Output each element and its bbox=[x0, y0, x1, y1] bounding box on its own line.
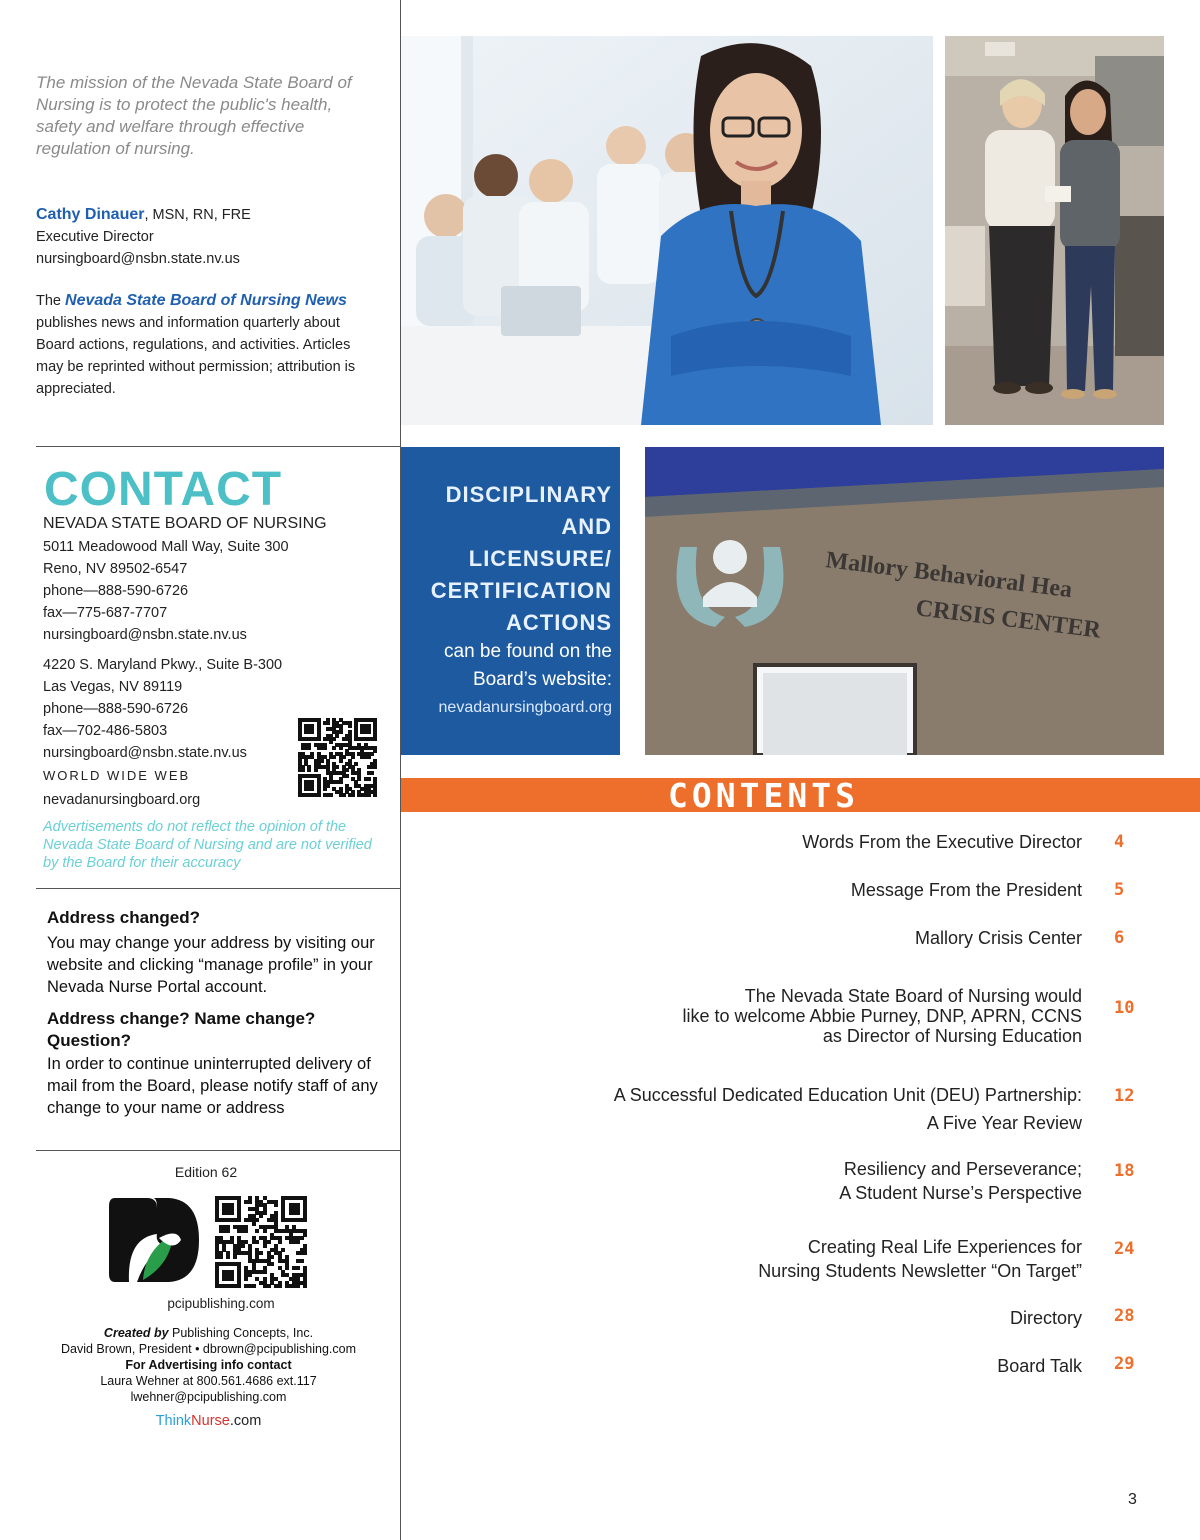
contact-heading: CONTACT bbox=[44, 463, 283, 516]
dotcom-text: .com bbox=[229, 1413, 262, 1429]
reno-phone: phone—888-590-6726 bbox=[43, 583, 189, 599]
edition-number: Edition 62 bbox=[174, 1164, 238, 1180]
toc-page-number: 4 bbox=[1114, 832, 1125, 852]
toc-title: Message From the President bbox=[850, 880, 1082, 900]
publisher-name: Publishing Concepts, Inc. bbox=[168, 1326, 314, 1340]
vegas-fax: fax—702-486-5803 bbox=[43, 723, 168, 739]
www-label: WORLD WIDE WEB bbox=[43, 768, 191, 783]
notice-website-link[interactable]: nevadanursingboard.org bbox=[438, 699, 612, 716]
toc-page-number: 10 bbox=[1114, 998, 1135, 1018]
reno-email[interactable]: nursingboard@nsbn.state.nv.us bbox=[43, 627, 247, 643]
qr-code-icon[interactable] bbox=[298, 718, 376, 796]
thinknurse-link[interactable] bbox=[36, 1413, 381, 1429]
director-credentials: , MSN, RN, FRE bbox=[144, 207, 251, 223]
toc-page-number: 6 bbox=[1114, 928, 1125, 948]
toc-title: Resiliency and Perseverance; bbox=[843, 1159, 1082, 1179]
toc-title: Creating Real Life Experiences for bbox=[807, 1237, 1082, 1257]
advertising-contact: Laura Wehner at 800.561.4686 ext.117 bbox=[100, 1374, 317, 1388]
publication-note-lead: The bbox=[36, 293, 66, 309]
publisher-president: David Brown, President • dbrown@pcipublishing.com bbox=[61, 1342, 356, 1356]
name-change-text: In order to continue uninterrupted delivery of mail from the Board, please notify staff of any change to your name or address bbox=[47, 1055, 378, 1117]
advertising-label: For Advertising info contact bbox=[125, 1358, 292, 1372]
director-name: Cathy Dinauer bbox=[36, 206, 145, 223]
contents-heading: CONTENTS bbox=[668, 776, 859, 815]
toc-entry[interactable] bbox=[758, 1235, 1082, 1283]
section-divider bbox=[36, 888, 400, 889]
notice-line: CERTIFICATION bbox=[430, 578, 612, 603]
notice-line: ACTIONS bbox=[506, 610, 612, 635]
notice-line: DISCIPLINARY bbox=[445, 482, 612, 507]
staff-photo bbox=[945, 36, 1164, 425]
name-change-heading: Address change? Name change? Question? bbox=[47, 1009, 316, 1050]
toc-title: Board Talk bbox=[997, 1356, 1082, 1376]
toc-page-number: 12 bbox=[1114, 1086, 1135, 1106]
toc-entry[interactable] bbox=[614, 1081, 1082, 1137]
notice-subtext: Board’s website: bbox=[472, 669, 612, 690]
toc-title: like to welcome Abbie Purney, DNP, APRN, CCNS bbox=[682, 1006, 1082, 1026]
vegas-line: 4220 S. Maryland Pkwy., Suite B-300 bbox=[43, 657, 283, 673]
publication-note-text: publishes news and information quarterly about Board actions, regulations, and activities. Articles may be reprinted without permission; attribution is appreciated. bbox=[36, 315, 356, 397]
toc-title: Mallory Crisis Center bbox=[914, 928, 1082, 948]
toc-page-number: 24 bbox=[1114, 1239, 1135, 1259]
address-changed-heading: Address changed? bbox=[47, 908, 201, 927]
signage-line1: Mallory Behavioral Hea bbox=[824, 547, 1074, 604]
publisher-credits bbox=[36, 1325, 381, 1405]
vegas-phone: phone—888-590-6726 bbox=[43, 701, 189, 717]
nurse-text: Nurse bbox=[191, 1413, 230, 1429]
director-email[interactable]: nursingboard@nsbn.state.nv.us bbox=[36, 251, 240, 267]
nurse-photo bbox=[401, 36, 933, 425]
pci-logo-icon bbox=[107, 1194, 203, 1286]
toc-title: Words From the Executive Director bbox=[802, 832, 1082, 852]
toc-entry[interactable] bbox=[802, 831, 1082, 854]
contact-addresses bbox=[43, 536, 289, 764]
notice-line: AND bbox=[561, 514, 612, 539]
crisis-center-photo bbox=[645, 447, 1164, 755]
signage-line2: CRISIS CENTER bbox=[914, 595, 1103, 644]
publication-name: Nevada State Board of Nursing News bbox=[65, 292, 347, 309]
toc-title: A Five Year Review bbox=[926, 1113, 1082, 1133]
disciplinary-notice bbox=[401, 447, 620, 755]
section-divider bbox=[36, 446, 400, 447]
publication-note bbox=[36, 290, 376, 400]
contact-organization: NEVADA STATE BOARD OF NURSING bbox=[43, 515, 327, 532]
reno-fax: fax—775-687-7707 bbox=[43, 605, 168, 621]
advertising-disclaimer: Advertisements do not reflect the opinion of the Nevada State Board of Nursing and are not verified by the Board for their accuracy bbox=[43, 819, 372, 871]
toc-page-number: 29 bbox=[1114, 1354, 1135, 1374]
toc-entry[interactable] bbox=[851, 879, 1082, 902]
publisher-website[interactable]: pcipublishing.com bbox=[167, 1296, 275, 1311]
notice-subtext: can be found on the bbox=[444, 641, 612, 662]
toc-page-number: 18 bbox=[1114, 1161, 1135, 1181]
think-text: Think bbox=[155, 1413, 192, 1429]
toc-entry[interactable] bbox=[915, 927, 1082, 950]
director-block bbox=[36, 204, 376, 270]
director-title: Executive Director bbox=[36, 229, 154, 245]
toc-title: as Director of Nursing Education bbox=[822, 1026, 1082, 1046]
website-link[interactable]: nevadanursingboard.org bbox=[43, 792, 201, 808]
toc-page-number: 5 bbox=[1114, 880, 1125, 900]
vegas-email[interactable]: nursingboard@nsbn.state.nv.us bbox=[43, 745, 247, 761]
address-changed-text: You may change your address by visiting our website and clicking “manage profile” in your Nevada Nurse Portal account. bbox=[47, 934, 375, 996]
toc-title: A Student Nurse’s Perspective bbox=[839, 1183, 1082, 1203]
created-by-label: Created by bbox=[103, 1326, 169, 1340]
toc-title: Nursing Students Newsletter “On Target” bbox=[758, 1261, 1082, 1281]
toc-page-number: 28 bbox=[1114, 1306, 1135, 1326]
toc-title: A Successful Dedicated Education Unit (DEU) Partnership: bbox=[613, 1085, 1082, 1105]
advertising-email[interactable]: lwehner@pcipublishing.com bbox=[130, 1390, 287, 1404]
toc-title: The Nevada State Board of Nursing would bbox=[744, 986, 1082, 1006]
page-number: 3 bbox=[1128, 1491, 1137, 1508]
toc-entry[interactable] bbox=[683, 986, 1083, 1046]
toc-title: Directory bbox=[1009, 1308, 1082, 1328]
notice-line: LICENSURE/ bbox=[468, 546, 612, 571]
toc-entry[interactable] bbox=[839, 1157, 1082, 1205]
qr-code-icon[interactable] bbox=[215, 1196, 307, 1286]
reno-line: 5011 Meadowood Mall Way, Suite 300 bbox=[43, 539, 289, 555]
reno-line: Reno, NV 89502-6547 bbox=[43, 561, 188, 577]
mission-statement: The mission of the Nevada State Board of Nursing is to protect the public's health, safety and welfare through effective regulation of nursing. bbox=[36, 73, 352, 158]
vegas-line: Las Vegas, NV 89119 bbox=[43, 679, 183, 695]
toc-entry[interactable] bbox=[997, 1355, 1082, 1378]
section-divider bbox=[36, 1150, 400, 1151]
toc-entry[interactable] bbox=[1010, 1307, 1082, 1330]
